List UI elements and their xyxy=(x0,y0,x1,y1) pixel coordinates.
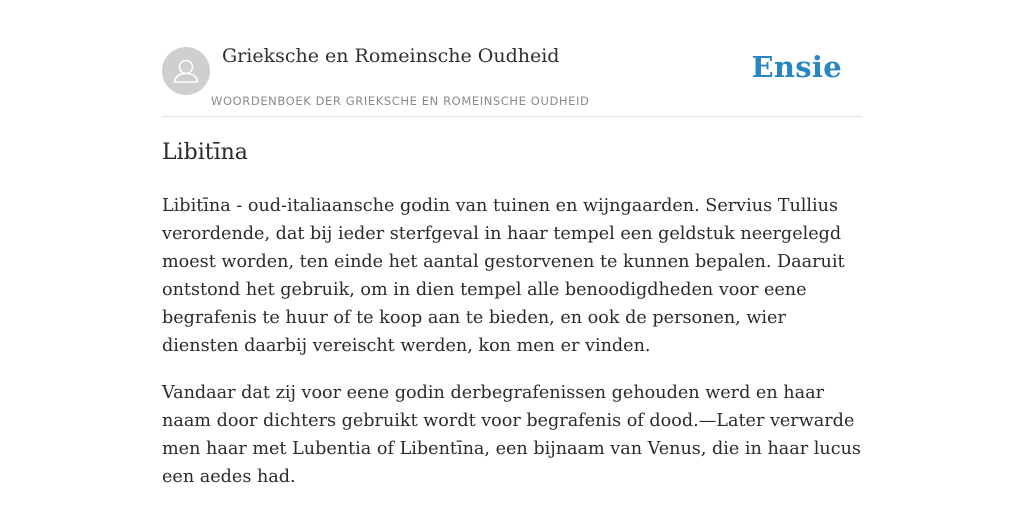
user-icon xyxy=(162,47,210,95)
source-header xyxy=(162,0,862,117)
entry-paragraph-2: Vandaar dat zij voor eene godin derbegrafenissen gehouden werd en haar naam door dichters gebruikt wordt voor begrafenis of dood.—Later verwarde men haar met Lubentia of Libentīna, een bijnaam van Venus, die in haar lucus een aedes had. xyxy=(162,383,861,487)
entry-paragraph-1: Libitīna - oud-italiaansche godin van tuinen en wijngaarden. Servius Tullius verordende, dat bij ieder sterfgeval in haar tempel een geldstuk neergelegd moest worden, ten einde het aantal gestorvenen te kunnen bepalen. Daaruit ontstond het gebruik, om in dien tempel alle benoodigdheden voor eene begrafenis te huur of te koop aan te bieden, en ook de personen, wier diensten daarbij vereischt werden, kon men er vinden. xyxy=(162,196,845,356)
entry-title: Libitīna xyxy=(162,140,248,165)
source-subtitle: WOORDENBOEK DER GRIEKSCHE EN ROMEINSCHE OUDHEID xyxy=(211,94,590,108)
source-title[interactable]: Grieksche en Romeinsche Oudheid xyxy=(222,45,560,67)
source-avatar[interactable] xyxy=(162,47,210,95)
page xyxy=(162,0,862,512)
ensie-logo[interactable]: Ensie xyxy=(751,50,842,84)
